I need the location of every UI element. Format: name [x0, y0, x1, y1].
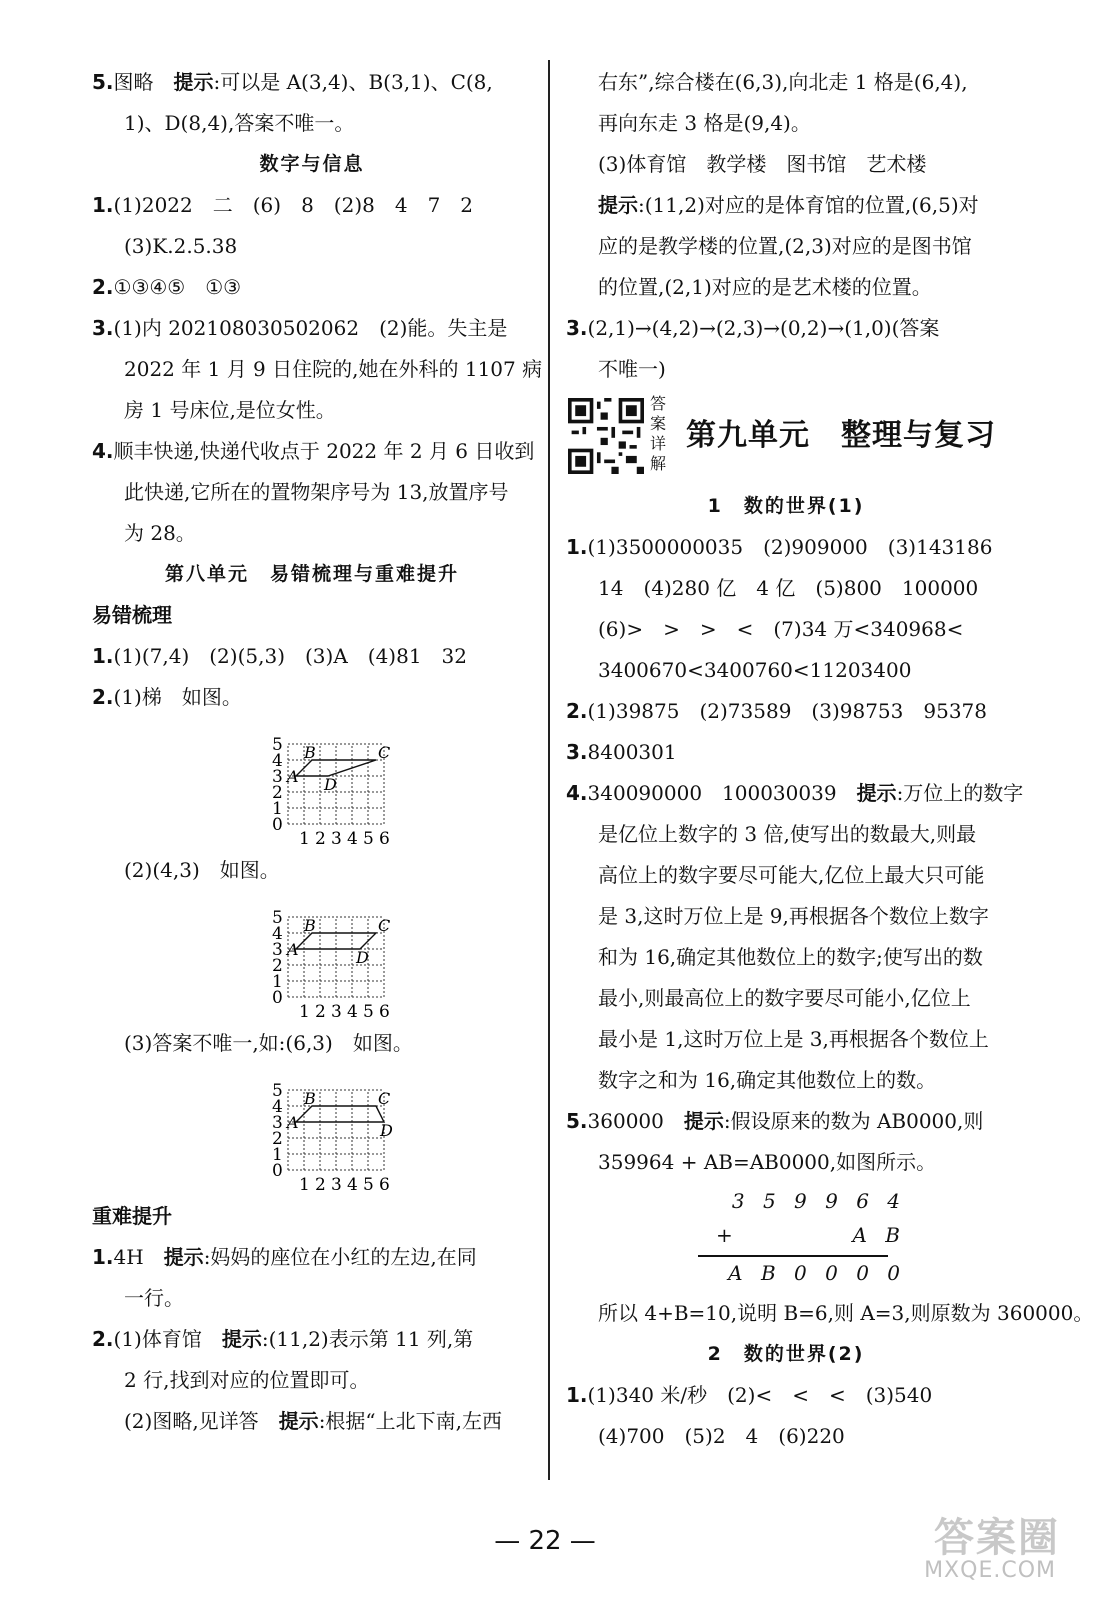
x-tick-label: 3 — [331, 829, 342, 849]
qr-label: 答案详解 — [650, 394, 667, 473]
x-tick-label: 3 — [331, 1175, 342, 1195]
s1-answer-1-cont: (6)> > > < (7)34 万<340968< — [598, 617, 964, 641]
y-tick-label: 0 — [272, 1161, 283, 1181]
x-tick-label: 6 — [379, 1175, 390, 1195]
x-tick-label: 4 — [347, 829, 358, 849]
y-tick-label: 2 — [272, 1129, 283, 1149]
section-1-answers — [566, 527, 1006, 773]
hint-line-3: 的位置,(2,1)对应的是艺术楼的位置。 — [598, 275, 932, 299]
easy-answer-2-part3: (3)答案不唯一,如:(6,3) 如图。 — [124, 1031, 413, 1055]
easy-answer-1: 1.(1)(7,4) (2)(5,3) (3)A (4)81 32 — [92, 644, 468, 668]
answer-5-right: 5.360000 提示:假设原来的数为 AB0000,则 — [566, 1109, 984, 1133]
page-number: — 22 — — [494, 1526, 596, 1556]
answer-4-cont: 最小,则最高位上的数字要尽可能小,亿位上 — [598, 986, 971, 1010]
watermark — [870, 1506, 1070, 1590]
x-tick-label: 2 — [315, 1002, 326, 1022]
x-tick-label: 4 — [347, 1175, 358, 1195]
point-label: C — [378, 916, 391, 935]
point-label: D — [324, 775, 337, 794]
y-tick-label: 4 — [272, 1097, 283, 1117]
answer-3-cont: 不唯一) — [598, 357, 666, 381]
y-tick-label: 4 — [272, 751, 283, 771]
calc-row-3: A B 0 0 0 0 — [728, 1261, 906, 1285]
watermark-logo: 答案圈 — [934, 1515, 1060, 1561]
x-tick-label: 2 — [315, 829, 326, 849]
hard-label: 重难提升 — [92, 1204, 172, 1228]
grid-figure — [268, 722, 391, 849]
answer-5: 5.图略 提示:可以是 A(3,4)、B(3,1)、C(8, — [92, 70, 493, 94]
info-answer-1-cont: (3)K.2.5.38 — [124, 234, 238, 258]
s1-answer-1-cont: 14 (4)280 亿 4 亿 (5)800 100000 — [598, 576, 979, 600]
calc-row-1: 3 5 9 9 6 4 — [731, 1189, 906, 1213]
answer-4-cont: 数字之和为 16,确定其他数位上的数。 — [598, 1068, 937, 1092]
point-label: A — [287, 1113, 299, 1132]
point-label: C — [378, 1089, 391, 1108]
point-label: A — [287, 940, 299, 959]
cont-line-1: 右东”,综合楼在(6,3),向北走 1 格是(6,4), — [598, 70, 968, 94]
answer-4-cont: 是 3,这时万位上是 9,再根据各个数位上数字 — [598, 904, 989, 928]
info-answer-3-cont: 房 1 号床位,是位女性。 — [124, 398, 336, 422]
hard-answer-1-cont: 一行。 — [124, 1286, 184, 1310]
s1-answer-3: 3.8400301 — [566, 740, 677, 764]
x-tick-label: 6 — [379, 829, 390, 849]
calc-plus: + — [716, 1223, 739, 1247]
answer-4-cont: 高位上的数字要尽可能大,亿位上最大只可能 — [598, 863, 985, 887]
calc-line — [698, 1255, 888, 1257]
x-tick-label: 1 — [299, 1175, 310, 1195]
y-tick-label: 3 — [272, 940, 283, 960]
x-tick-label: 5 — [363, 1002, 374, 1022]
s1-answer-1-cont: 3400670<3400760<11203400 — [598, 658, 912, 682]
point-label: A — [287, 767, 299, 786]
answer-5-cont: 1)、D(8,4),答案不唯一。 — [124, 111, 355, 135]
hard-answer-2: 2.(1)体育馆 提示:(11,2)表示第 11 列,第 — [92, 1327, 474, 1351]
point-label: D — [356, 948, 369, 967]
watermark-url: MXQE.COM — [924, 1558, 1056, 1583]
y-tick-label: 5 — [272, 735, 283, 755]
easy-answer-2: 2.(1)梯 如图。 — [92, 685, 242, 709]
calc-row-2: A B — [852, 1223, 906, 1247]
answer-4-cont: 和为 16,确定其他数位上的数字;使写出的数 — [598, 945, 983, 969]
right-column — [566, 62, 1093, 1457]
answer-3: 3.(2,1)→(4,2)→(2,3)→(0,2)→(1,0)(答案 — [566, 316, 940, 340]
x-tick-label: 3 — [331, 1002, 342, 1022]
grid-figure — [268, 895, 391, 1022]
answer-4-cont: 最小是 1,这时万位上是 3,再根据各个数位上 — [598, 1027, 989, 1051]
hard-answer-2-part2: (2)图略,见详答 提示:根据“上北下南,左西 — [124, 1409, 503, 1433]
y-tick-label: 0 — [272, 815, 283, 835]
info-answer-1: 1.(1)2022 二 (6) 8 (2)8 4 7 2 — [92, 193, 474, 217]
left-column — [92, 62, 543, 1442]
s1-answer-1: 1.(1)3500000035 (2)909000 (3)143186 — [566, 535, 993, 559]
hint-line-1: 提示:(11,2)对应的是体育馆的位置,(6,5)对 — [598, 193, 979, 217]
x-tick-label: 2 — [315, 1175, 326, 1195]
info-answer-4-cont: 为 28。 — [124, 521, 196, 545]
point-label: B — [304, 743, 316, 762]
y-tick-label: 2 — [272, 783, 283, 803]
figure-trapezoid-3 — [92, 1068, 532, 1195]
info-answer-3: 3.(1)内 202108030502062 (2)能。失主是 — [92, 316, 508, 340]
cont-line-2: 再向东走 3 格是(9,4)。 — [598, 111, 811, 135]
unit-8-title: 第八单元 易错梳理与重难提升 — [164, 563, 459, 585]
answer-5-conclusion: 所以 4+B=10,说明 B=6,则 A=3,则原数为 360000。 — [598, 1301, 1093, 1325]
info-answers — [92, 185, 543, 554]
s2-answer-1-cont: (4)700 (5)2 4 (6)220 — [598, 1424, 845, 1448]
answer-4: 4.340090000 100030039 提示:万位上的数字 — [566, 781, 1024, 805]
vertical-addition — [566, 1183, 1006, 1293]
point-label: B — [304, 1089, 316, 1108]
trapezoid-shape — [296, 1106, 384, 1122]
x-tick-label: 5 — [363, 1175, 374, 1195]
info-answer-2: 2.①③④⑤ ①③ — [92, 275, 242, 299]
answer-4-cont: 是亿位上数字的 3 倍,使写出的数最大,则最 — [598, 822, 977, 846]
y-tick-label: 1 — [272, 799, 283, 819]
hard-answer-1: 1.4H 提示:妈妈的座位在小红的左边,在同 — [92, 1245, 477, 1269]
answer-4-lines — [566, 814, 1006, 1101]
y-tick-label: 5 — [272, 908, 283, 928]
unit-9-title: 第九单元 整理与复习 — [686, 418, 996, 453]
figure-trapezoid-2 — [92, 895, 532, 1022]
hard-answer-2-cont: 2 行,找到对应的位置即可。 — [124, 1368, 370, 1392]
point-label: C — [378, 743, 391, 762]
y-tick-label: 4 — [272, 924, 283, 944]
y-tick-label: 3 — [272, 767, 283, 787]
x-tick-label: 5 — [363, 829, 374, 849]
grid-figure — [268, 1068, 393, 1195]
point-label: D — [380, 1121, 393, 1140]
y-tick-label: 1 — [272, 972, 283, 992]
x-tick-label: 4 — [347, 1002, 358, 1022]
unit-9-header — [566, 390, 1006, 486]
y-tick-label: 1 — [272, 1145, 283, 1165]
y-tick-label: 2 — [272, 956, 283, 976]
point-label: B — [304, 916, 316, 935]
easy-label: 易错梳理 — [92, 603, 172, 627]
s2-answer-1: 1.(1)340 米/秒 (2)< < < (3)540 — [566, 1383, 933, 1407]
section-title-info: 数字与信息 — [259, 153, 365, 175]
info-answer-3-cont: 2022 年 1 月 9 日住院的,她在外科的 1107 病 — [124, 357, 543, 381]
answer-5-right-cont: 359964 + AB=AB0000,如图所示。 — [598, 1150, 937, 1174]
x-tick-label: 1 — [299, 829, 310, 849]
y-tick-label: 3 — [272, 1113, 283, 1133]
s1-answer-2: 2.(1)39875 (2)73589 (3)98753 95378 — [566, 699, 987, 723]
x-tick-label: 1 — [299, 1002, 310, 1022]
hint-line-2: 应的是教学楼的位置,(2,3)对应的是图书馆 — [598, 234, 972, 258]
cont-line-3: (3)体育馆 教学楼 图书馆 艺术楼 — [598, 152, 927, 176]
column-divider — [548, 60, 550, 1480]
info-answer-4-cont: 此快递,它所在的置物架序号为 13,放置序号 — [124, 480, 509, 504]
qr-code-icon[interactable] — [568, 398, 644, 474]
x-tick-label: 6 — [379, 1002, 390, 1022]
easy-answer-2-part2: (2)(4,3) 如图。 — [124, 858, 280, 882]
y-tick-label: 5 — [272, 1081, 283, 1101]
section-title-1: 1 数的世界(1) — [707, 495, 865, 517]
y-tick-label: 0 — [272, 988, 283, 1008]
section-title-2: 2 数的世界(2) — [707, 1343, 865, 1365]
info-answer-4: 4.顺丰快递,快递代收点于 2022 年 2 月 6 日收到 — [92, 439, 535, 463]
figure-trapezoid-1 — [92, 722, 532, 849]
